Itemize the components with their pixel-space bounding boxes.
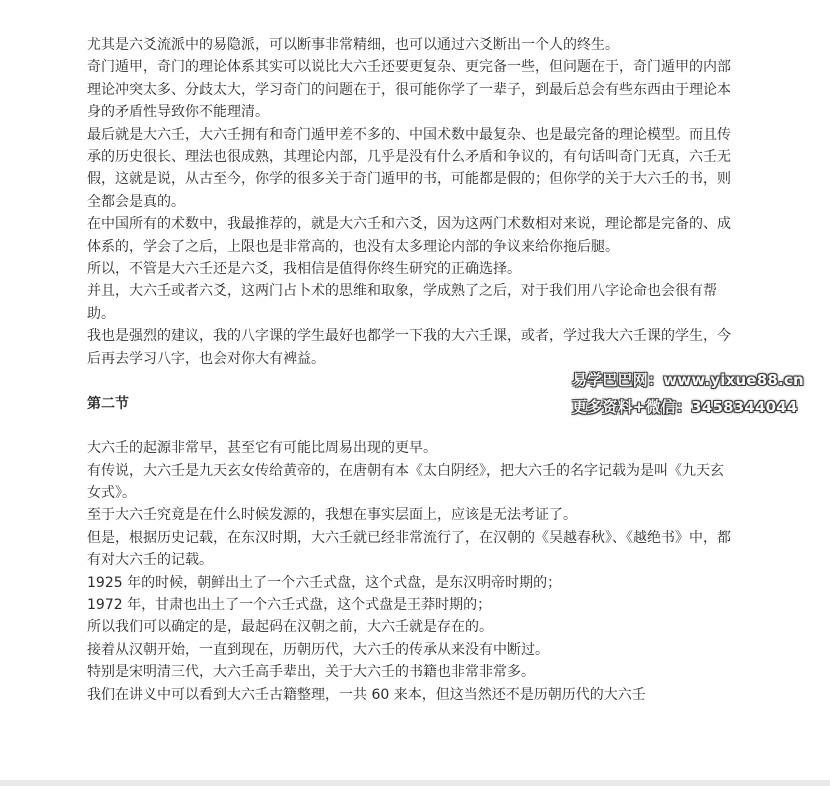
paragraph: 至于大六壬究竟是在什么时候发源的，我想在事实层面上，应该是无法考证了。	[87, 507, 577, 524]
paragraph: 我也是强烈的建议，我的八字课的学生最好也都学一下我的大六壬课，或者，学过我大六壬课的学生，今后再去学习八字，也会对你大有裨益。	[87, 328, 731, 367]
paragraph: 1972 年，甘肃也出土了一个六壬式盘，这个式盘是王莽时期的；	[87, 596, 492, 613]
paragraph: 有传说，大六壬是九天玄女传给黄帝的，在唐朝有本《太白阴经》，把大六壬的名字记载为是叫《九天玄女式》。	[87, 462, 724, 501]
watermark	[572, 367, 820, 421]
paragraph: 在中国所有的术数中，我最推荐的，就是大六壬和六爻，因为这两门术数相对来说，理论都是完备的、成体系的，学会了之后，上限也是非常高的，也没有太多理论内部的争议来给你拖后腿。	[87, 216, 731, 255]
section-2	[87, 437, 737, 706]
paragraph: 并且，大六壬或者六爻，这两门占卜术的思维和取象，学成熟了之后，对于我们用八字论命也会很有帮助。	[87, 283, 717, 322]
paragraph: 特别是宋明清三代，大六壬高手辈出，关于大六壬的书籍也非常非常多。	[87, 664, 535, 681]
paragraph: 奇门遁甲，奇门的理论体系其实可以说比大六壬还要更复杂、更完备一些，但问题在于，奇门遁甲的内部理论冲突太多、分歧太大，学习奇门的问题在于，很可能你学了一辈子，到最后总会有些东西由于理论本身的矛盾性导致你不能理清。	[87, 59, 731, 121]
paragraph: 但是，根据历史记载，在东汉时期，大六壬就已经非常流行了，在汉朝的《吴越春秋》、《越绝书》中，都有对大六壬的记载。	[87, 529, 731, 569]
watermark-website: 易学巴巴网：www.yixue88.cn	[572, 371, 804, 389]
paragraph: 所以，不管是大六壬还是六爻，我相信是值得你终生研究的正确选择。	[87, 261, 521, 278]
section-1	[87, 34, 737, 370]
paragraph: 所以我们可以确定的是，最起码在汉朝之前，大六壬就是存在的。	[87, 619, 493, 636]
paragraph: 大六壬的起源非常早，甚至它有可能比周易出现的更早。	[87, 440, 437, 457]
paragraph: 1925 年的时候，朝鲜出土了一个六壬式盘，这个式盘，是东汉明帝时期的；	[87, 574, 562, 591]
section-heading: 第二节	[87, 396, 129, 413]
paragraph: 最后就是大六壬，大六壬拥有和奇门遁甲差不多的、中国术数中最复杂、也是最完备的理论模型。而且传承的历史很长、理法也很成熟，其理论内部，几乎是没有什么矛盾和争议的，有句话叫奇门无真，六壬无假，这就是说，从古至今，你学的很多关于奇门遁甲的书，可能都是假的；但你学的关于大六壬的书，则全都会是真的。	[87, 126, 731, 210]
page-bottom-edge	[0, 780, 830, 786]
paragraph: 接着从汉朝开始，一直到现在，历朝历代，大六壬的传承从来没有中断过。	[87, 641, 549, 658]
watermark-contact: 更多资料+微信：3458344044	[572, 398, 798, 416]
paragraph: 我们在讲义中可以看到大六壬古籍整理，一共 60 来本，但这当然还不是历朝历代的大六壬	[87, 686, 646, 703]
paragraph: 尤其是六爻流派中的易隐派，可以断事非常精细，也可以通过六爻断出一个人的终生。	[87, 37, 619, 53]
